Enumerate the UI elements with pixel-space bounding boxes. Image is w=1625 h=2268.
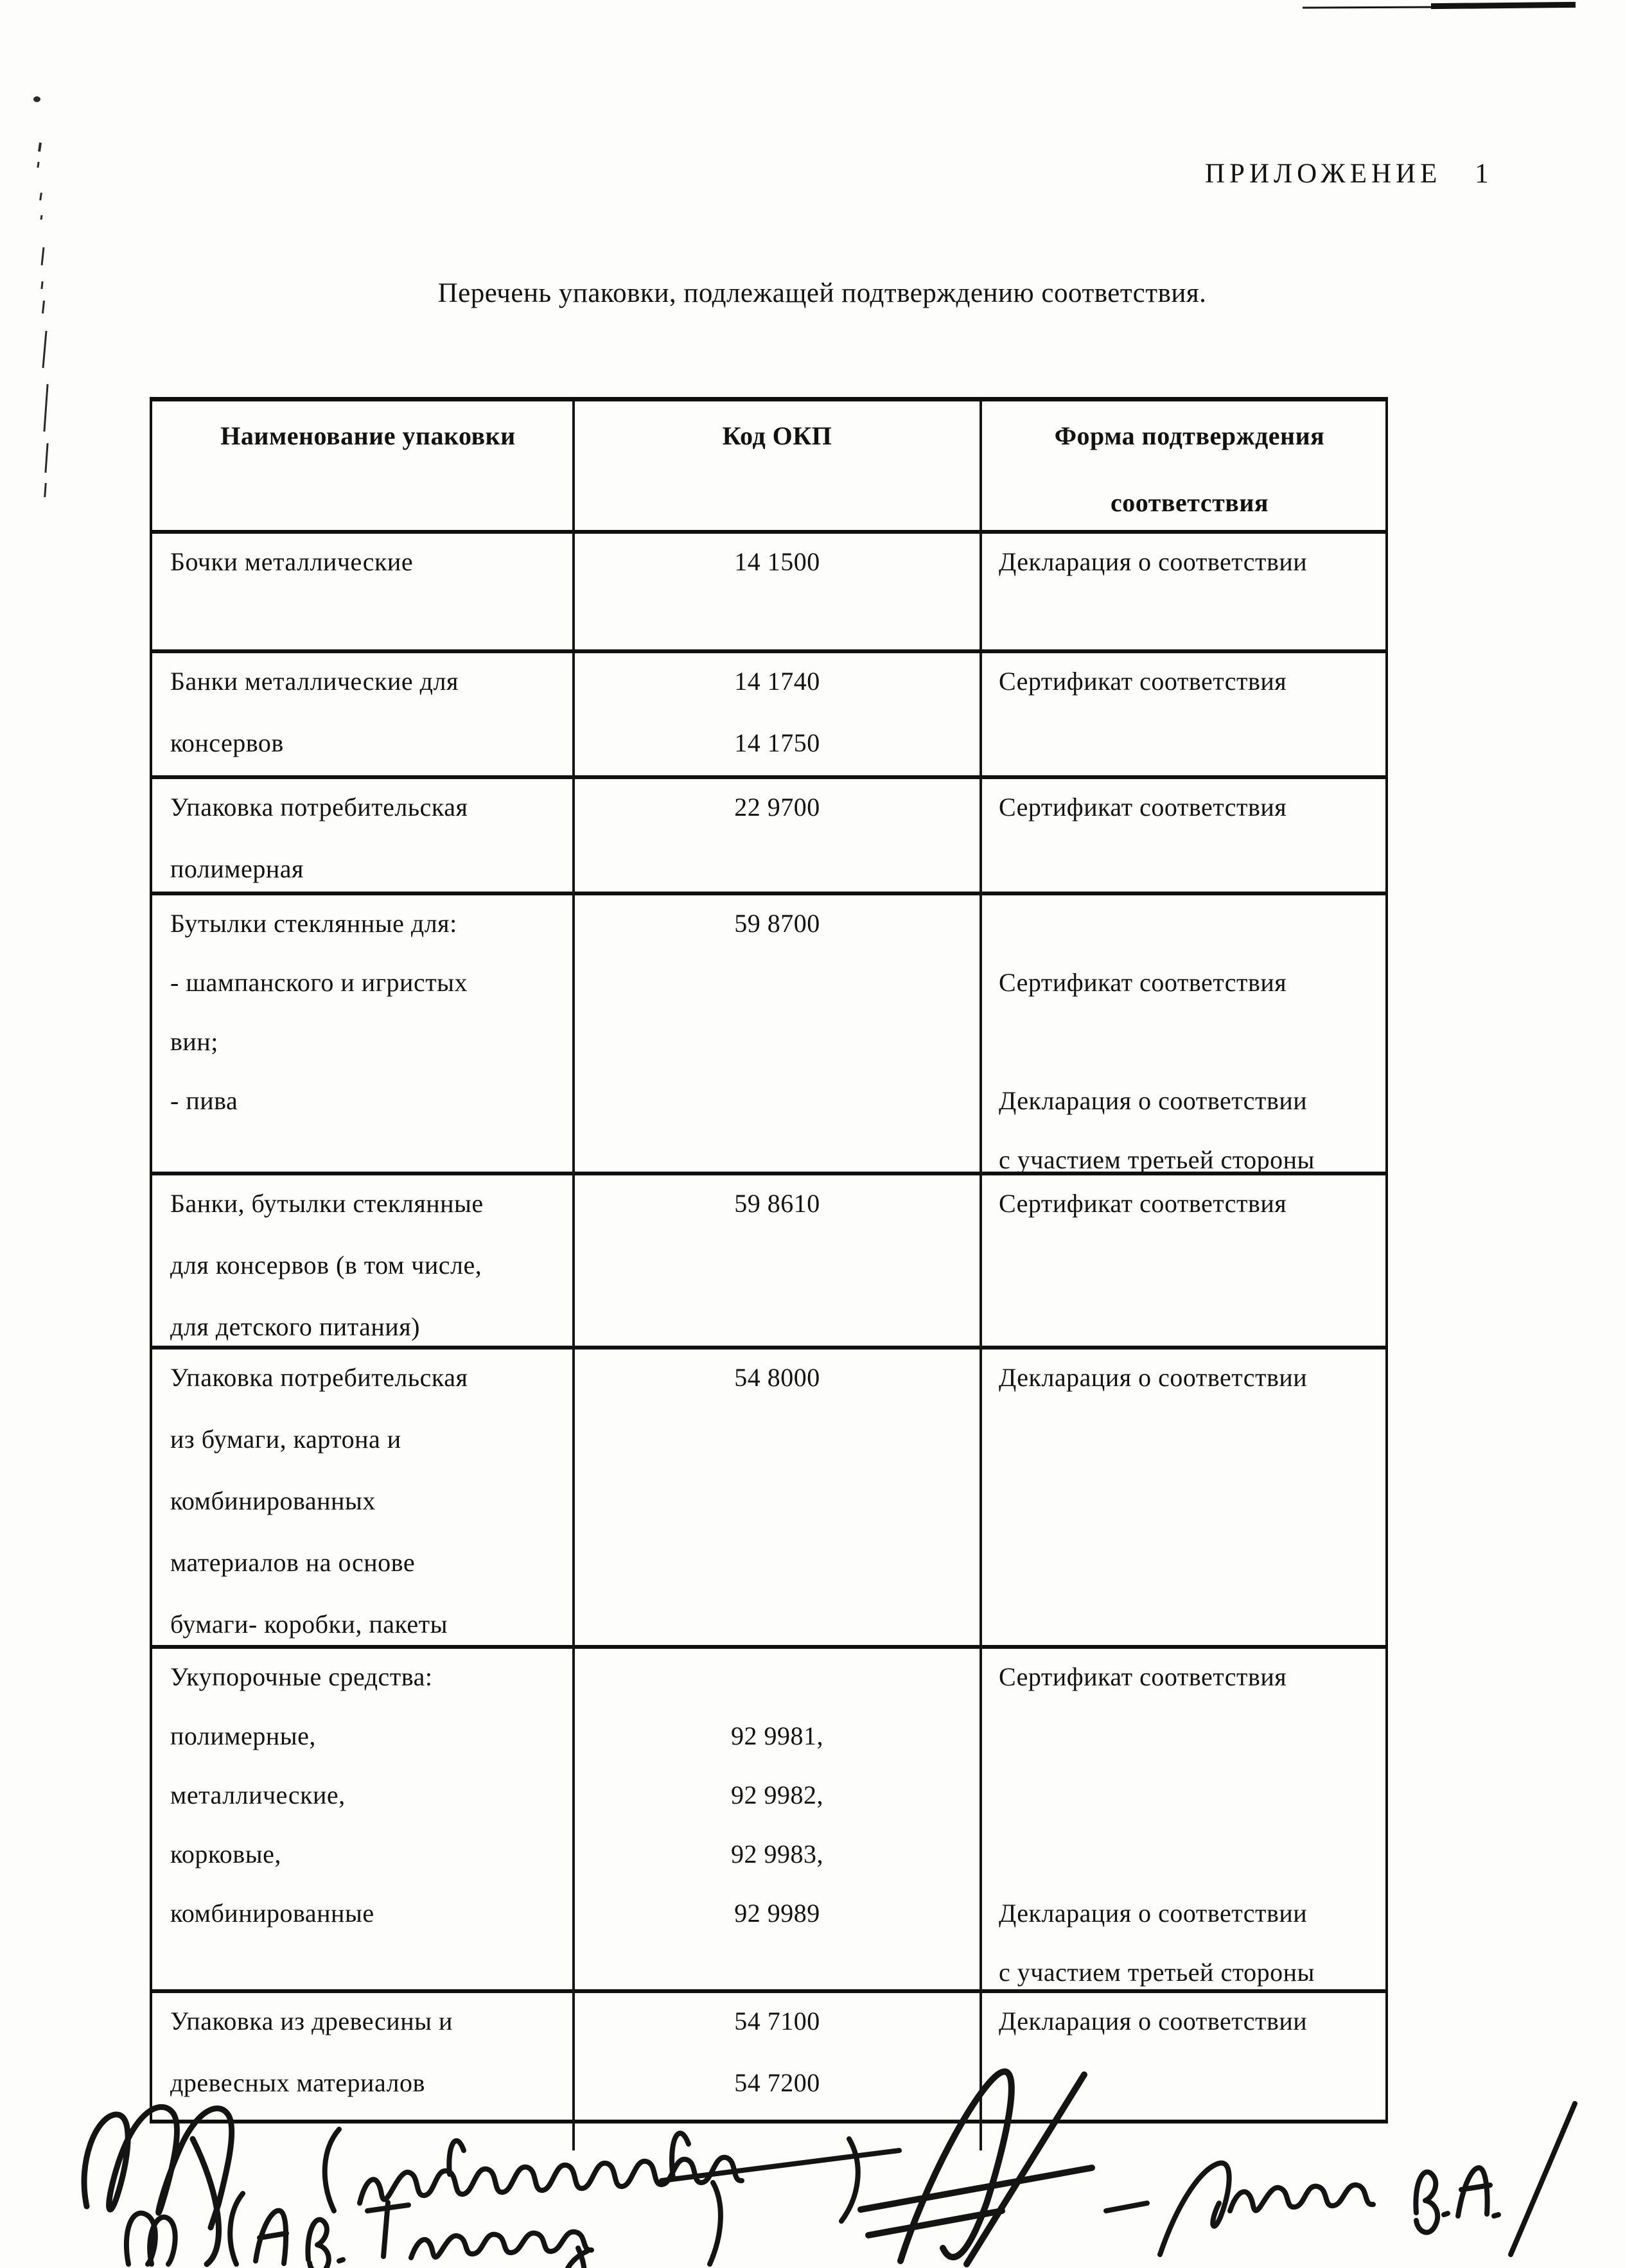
- cell-code: [575, 653, 982, 789]
- text-line: 92 9981,: [731, 1721, 823, 1750]
- cell-code: [575, 895, 982, 1204]
- text-line: древесных материалов: [170, 2068, 425, 2097]
- text-line: 14 1750: [734, 728, 820, 757]
- text-line: [999, 1026, 1380, 1086]
- cell-name: [152, 1175, 575, 1373]
- text-line: из бумаги, картона и: [170, 1425, 401, 1454]
- text-line: полимерные,: [170, 1721, 316, 1750]
- text-line: Сертификат соответствия: [999, 667, 1287, 696]
- cell-code: [575, 1349, 982, 1671]
- signature-initials-left: [84, 2107, 232, 2264]
- text-line: Декларация о соответствии: [999, 1899, 1308, 1928]
- appendix-label: ПРИЛОЖЕНИЕ 1: [1205, 159, 1493, 189]
- text-line: [999, 1721, 1380, 1780]
- text-line: 54 8000: [734, 1363, 820, 1392]
- cell-name: [152, 1649, 575, 2016]
- text-line: Сертификат соответствия: [999, 1189, 1287, 1218]
- scan-edge-line: [1303, 6, 1437, 8]
- table-row: [152, 779, 1385, 895]
- text-line: 14 1500: [734, 547, 820, 576]
- table-header-row: [152, 401, 1385, 534]
- text-line: [999, 1780, 1380, 1839]
- signature-flourish-center: [861, 2071, 1092, 2264]
- text-line: корковые,: [170, 1840, 281, 1868]
- text-line: 54 7100: [734, 2007, 820, 2035]
- text-line: Бутылки стеклянные для:: [170, 909, 457, 938]
- text-line: Упаковка потребительская: [170, 793, 468, 822]
- cell-code: [575, 1175, 982, 1373]
- text-line: 92 9983,: [731, 1840, 823, 1868]
- cell-name: [152, 653, 575, 789]
- signature-name-first-reviewer: [325, 2129, 899, 2221]
- page-title: Перечень упаковки, подлежащей подтверждению соответствия.: [437, 278, 1207, 308]
- table-row: [152, 534, 1385, 653]
- header-code-column: [575, 401, 982, 554]
- text-line: 92 9982,: [731, 1780, 823, 1809]
- text-line: с участием третьей стороны: [999, 1958, 1315, 1987]
- text-line: для консервов (в том числе,: [170, 1251, 482, 1279]
- text-line: Декларация о соответствии: [999, 547, 1308, 576]
- text-line: 59 8610: [734, 1189, 820, 1218]
- text-line: с участием третьей стороны: [999, 1145, 1315, 1174]
- text-line: Сертификат соответствия: [999, 793, 1287, 822]
- cell-form: [982, 1175, 1385, 1373]
- text-line: 92 9989: [734, 1899, 820, 1928]
- text-line: Сертификат соответствия: [999, 1662, 1287, 1691]
- text-line: комбинированных: [170, 1486, 376, 1515]
- text-line: 59 8700: [734, 909, 820, 938]
- header-name-column: [152, 401, 575, 554]
- cell-code: [575, 534, 982, 649]
- column-header-label: Код ОКП: [722, 421, 832, 450]
- text-line: Декларация о соответствии: [999, 2007, 1308, 2035]
- text-line: 22 9700: [734, 793, 820, 822]
- table-row: [152, 895, 1385, 1175]
- text-line: Сертификат соответствия: [999, 968, 1287, 997]
- cell-form: [982, 653, 1385, 789]
- text-line: полимерная: [170, 854, 304, 883]
- text-line: комбинированные: [170, 1899, 374, 1928]
- table-row: [152, 653, 1385, 779]
- text-line: [575, 1662, 979, 1721]
- cell-code: [575, 1649, 982, 2016]
- column-header-label: Наименование упаковки: [220, 421, 516, 450]
- cell-form: [982, 895, 1385, 1204]
- packaging-table: [150, 397, 1388, 2123]
- text-line: вин;: [170, 1027, 218, 1056]
- text-line: [999, 1839, 1380, 1898]
- text-line: [999, 908, 1380, 967]
- text-line: консервов: [170, 728, 284, 757]
- text-line: для детского питания): [170, 1312, 420, 1341]
- text-line: Декларация о соответствии: [999, 1363, 1308, 1392]
- handwritten-signatures: [0, 2043, 1625, 2268]
- cell-name: [152, 534, 575, 649]
- text-line: 54 7200: [734, 2068, 820, 2097]
- text-line: Укупорочные средства:: [170, 1662, 433, 1691]
- cell-name: [152, 895, 575, 1204]
- cell-form: [982, 1349, 1385, 1671]
- text-line: Бочки металлические: [170, 547, 414, 576]
- column-header-label: Форма подтверждения: [1054, 421, 1325, 450]
- cell-form: [982, 534, 1385, 649]
- cell-name: [152, 1349, 575, 1671]
- text-line: - шампанского и игристых: [170, 968, 468, 997]
- text-line: Банки, бутылки стеклянные: [170, 1189, 484, 1218]
- text-line: - пива: [170, 1086, 238, 1115]
- column-header-label: соответствия: [1110, 488, 1269, 517]
- text-line: Упаковка потребительская: [170, 1363, 468, 1392]
- table-row: [152, 1649, 1385, 1993]
- text-line: Упаковка из древесины и: [170, 2007, 453, 2035]
- text-line: Банки металлические для: [170, 667, 459, 696]
- text-line: Декларация о соответствии: [999, 1086, 1308, 1115]
- text-line: металлические,: [170, 1780, 346, 1809]
- header-form-column: [982, 401, 1385, 554]
- cell-form: [982, 1649, 1385, 2016]
- scan-edge-line: [1431, 2, 1576, 9]
- text-line: 14 1740: [734, 667, 820, 696]
- text-line: материалов на основе: [170, 1548, 416, 1577]
- text-line: бумаги- коробки, пакеты: [170, 1610, 448, 1639]
- signature-golovlev: [1106, 2104, 1575, 2255]
- table-row: [152, 1175, 1385, 1349]
- table-row: [152, 1349, 1385, 1649]
